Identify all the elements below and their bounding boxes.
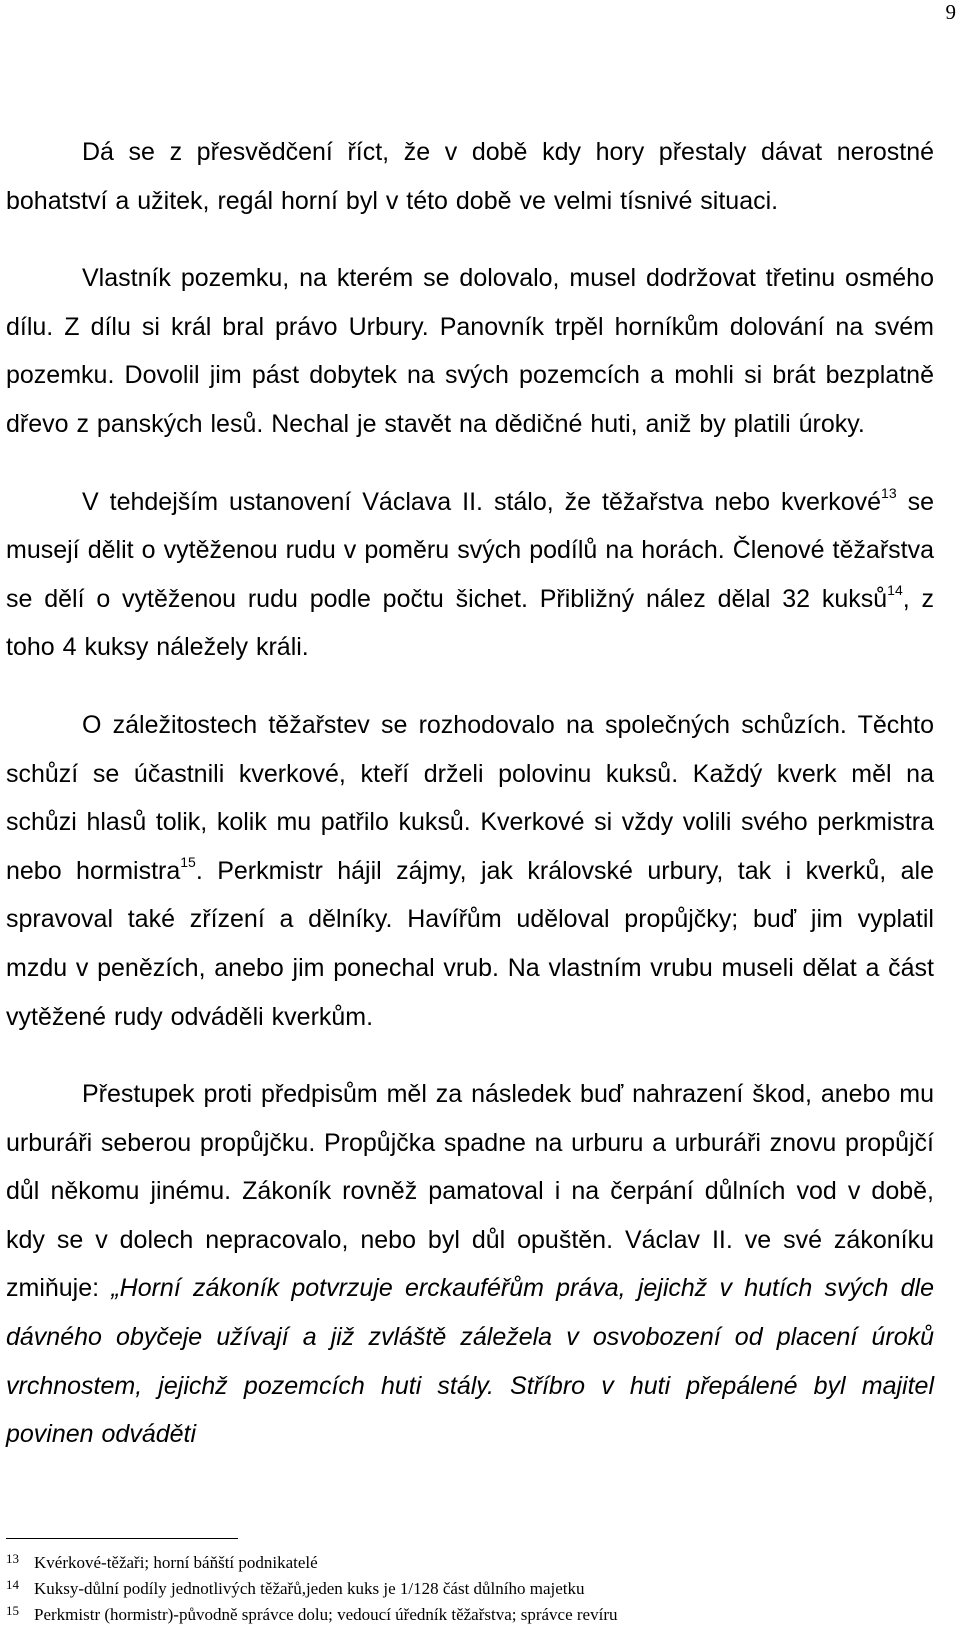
paragraph-4-text-a: O záležitostech těžařstev se rozhodovalo na společných schůzích. Těchto schůzí se účastnili kverkové, kteří drželi polovinu kuksů. Každý kverk měl na schůzi hlasů tolik, kolik mu patřilo kuksů. Kverkové si vždy volili svého perkmistra nebo hormistra: [6, 710, 934, 885]
paragraph-4: [6, 701, 934, 1041]
paragraph-3-text-c: , z toho 4 kuksy náležely králi.: [6, 584, 934, 662]
paragraph-2: Vlastník pozemku, na kterém se dolovalo, musel dodržovat třetinu osmého dílu. Z dílu si král bral právo Urbury. Panovník trpěl horníkům dolování na svém pozemku. Dovolil jim pást dobytek na svých pozemcích a mohli si brát bezplatně dřevo z panských lesů. Nechal je stavět na dědičné huti, aniž by platili úroky.: [6, 264, 934, 438]
paragraph-3: [6, 478, 934, 672]
footnote-text: Perkmistr (hormistr)-původně správce dolu; vedoucí úředník těžařstva; správce revíru: [34, 1605, 618, 1624]
paragraph-1: Dá se z přesvědčení říct, že v době kdy hory přestaly dávat nerostné bohatství a užitek, regál horní byl v této době ve velmi tísnivé situaci.: [6, 138, 934, 215]
footnote-14: [6, 1576, 946, 1602]
paragraph-5: [6, 1070, 934, 1459]
footnote-ref-14: 14: [887, 582, 903, 599]
footnote-separator: [6, 1538, 238, 1539]
law-quote: „Horní zákoník potvrzuje erckauféřům práva, jejichž v hutích svých dle dávného obyčeje užívají a již zvláště záležela v osvobození od placení úroků vrchnostem, jejichž pozemcích huti stály. Stříbro v huti přepálené byl majitel povinen odváděti: [6, 1274, 934, 1449]
footnote-number: 13: [6, 1551, 19, 1566]
footnote-ref-15: 15: [180, 854, 196, 871]
footnote-text: Kuksy-důlní podíly jednotlivých těžařů,jeden kuks je 1/128 část důlního majetku: [34, 1579, 585, 1598]
footnote-ref-13: 13: [881, 485, 897, 502]
footnote-number: 15: [6, 1603, 19, 1618]
body-text: [6, 128, 934, 1459]
paragraph-4-text-b: . Perkmistr hájil zájmy, jak královské urbury, tak i kverků, ale spravoval také zřízení a dělníky. Havířům uděloval propůjčky; buď jim vyplatil mzdu v penězích, anebo jim ponechal vrub. Na vlastním vrubu museli dělat a část vytěžené rudy odváděli kverkům.: [6, 856, 934, 1031]
page-number: 9: [945, 0, 956, 24]
paragraph-3-text-a: V tehdejším ustanovení Václava II. stálo, že těžařstva nebo kverkové: [82, 487, 882, 516]
footnote-text: Kvérkové-těžaři; horní báňští podnikatelé: [34, 1553, 318, 1572]
footnote-number: 14: [6, 1577, 19, 1592]
footnote-13: [6, 1550, 946, 1576]
paragraph-3-text-b: se musejí dělit o vytěženou rudu v poměru svých podílů na horách. Členové těžařstva se dělí o vytěženou rudu podle počtu šichet. Přibližný nález dělal 32 kuksů: [6, 487, 934, 613]
paragraph-5-text: Přestupek proti předpisům měl za následek buď nahrazení škod, anebo mu urburáři seberou propůjčku. Propůjčka spadne na urburu a urburáři znovu propůjčí důl někomu jinému. Zákoník rovněž pamatoval i na čerpání důlních vod v době, kdy se v dolech nepracovalo, nebo byl důl opuštěn. Václav II. ve své zákoníku zmiňuje:: [6, 1080, 934, 1303]
footnote-15: [6, 1602, 946, 1628]
footnotes: [6, 1550, 946, 1628]
